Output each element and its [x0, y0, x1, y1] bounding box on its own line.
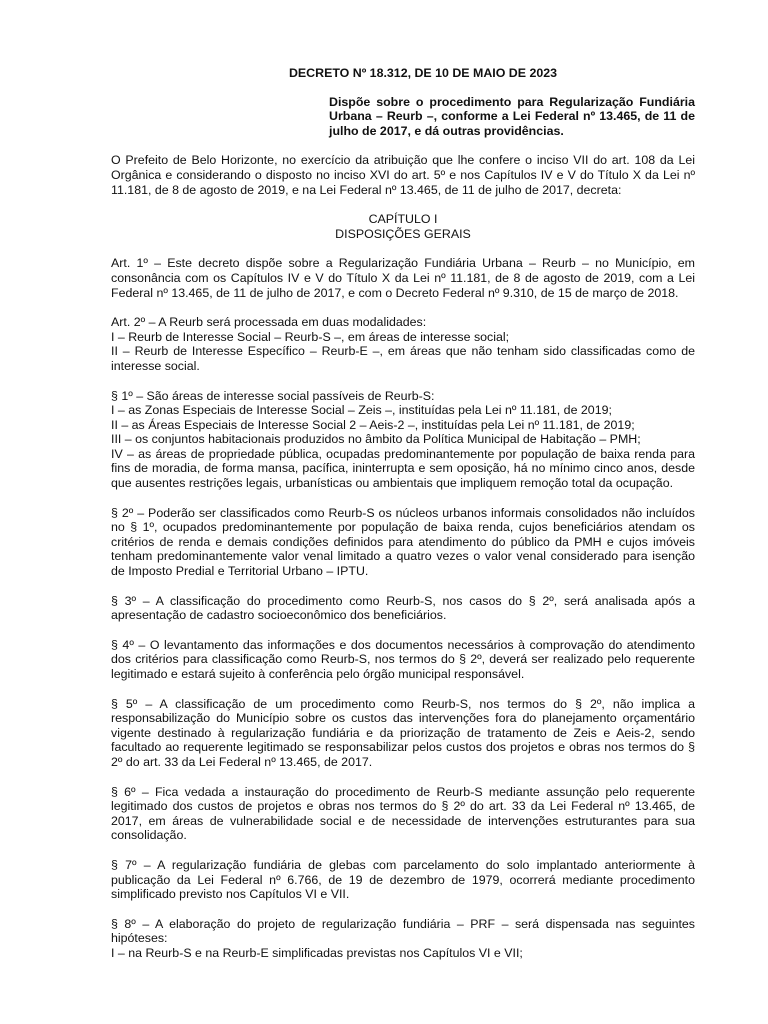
paragraph-1-caput: § 1º – São áreas de interesse social passíveis de Reurb-S: [111, 388, 435, 403]
article-2 [111, 315, 695, 373]
article-1: Art. 1º – Este decreto dispõe sobre a Regularização Fundiária Urbana – Reurb – no Município, em consonância com os Capítulos IV e V do Título X da Lei nº 11.181, de 8 de agosto de 2019, com a Lei Federal nº 13.465, de 11 de julho de 2017, e com o Decreto Federal nº 9.310, de 15 de março de 2018. [111, 256, 695, 300]
article-2-item-ii: II – Reurb de Interesse Específico – Reurb-E –, em áreas que não tenham sido classificadas como de interesse social. [111, 344, 695, 373]
paragraph-3: § 3º – A classificação do procedimento como Reurb-S, nos casos do § 2º, será analisada após a apresentação de cadastro socioeconômico dos beneficiários. [111, 593, 695, 623]
paragraph-8 [111, 917, 695, 961]
decree-title: DECRETO Nº 18.312, DE 10 DE MAIO DE 2023 [288, 66, 558, 80]
paragraph-1-item-ii: II – as Áreas Especiais de Interesse Social 2 – Aeis-2 –, instituídas pela Lei nº 11.181, de 2019; [111, 417, 635, 432]
chapter-name: DISPOSIÇÕES GERAIS [335, 226, 471, 241]
paragraph-4: § 4º – O levantamento das informações e dos documentos necessários à comprovação do atendimento dos critérios para classificação como Reurb-S, nos termos do § 2º, deverá ser realizado pelo requerente legitimado e estará sujeito à conferência pelo órgão municipal responsável. [111, 637, 695, 681]
chapter-heading [111, 212, 695, 241]
decree-summary: Dispõe sobre o procedimento para Regularização Fundiária Urbana – Reurb –, conforme a Lei Federal nº 13.465, de 11 de julho de 2017, e dá outras providências. [329, 94, 695, 138]
document-page [111, 66, 695, 976]
article-2-caput: Art. 2º – A Reurb será processada em duas modalidades: [111, 315, 427, 330]
paragraph-1-item-i: I – as Zonas Especiais de Interesse Social – Zeis –, instituídas pela Lei nº 11.181, de 2019; [111, 403, 612, 418]
article-2-item-i: I – Reurb de Interesse Social – Reurb-S –, em áreas de interesse social; [111, 329, 510, 344]
paragraph-2: § 2º – Poderão ser classificados como Reurb-S os núcleos urbanos informais consolidados não incluídos no § 1º, ocupados predominantemente por população de baixa renda, cujos beneficiários atendam os critérios de renda e demais condições definidos para atendimento do público da PMH e cujos imóveis tenham predominantemente valor venal limitado a quatro vezes o valor venal considerado para isenção de Imposto Predial e Territorial Urbano – IPTU. [111, 505, 695, 579]
paragraph-6: § 6º – Fica vedada a instauração do procedimento de Reurb-S mediante assunção pelo requerente legitimado dos custos de projetos e obras nos termos do § 2º do art. 33 da Lei Federal nº 13.465, de 2017, em áreas de vulnerabilidade social e de necessidade de intervenções estruturantes para sua consolidação. [111, 784, 695, 843]
chapter-number: CAPÍTULO I [368, 212, 438, 227]
paragraph-8-caput: § 8º – A elaboração do projeto de regularização fundiária – PRF – será dispensada nas seguintes hipóteses: [111, 916, 695, 946]
paragraph-1-item-iii: III – os conjuntos habitacionais produzidos no âmbito da Política Municipal de Habitação – PMH; [111, 432, 641, 447]
paragraph-7: § 7º – A regularização fundiária de glebas com parcelamento do solo implantado anteriormente à publicação da Lei Federal nº 6.766, de 19 de dezembro de 1979, ocorrerá mediante procedimento simplificado previsto nos Capítulos VI e VII. [111, 857, 695, 902]
paragraph-8-item-i: I – na Reurb-S e na Reurb-E simplificadas previstas nos Capítulos VI e VII; [111, 945, 523, 960]
paragraph-1-item-iv: IV – as áreas de propriedade pública, ocupadas predominantemente por população de baixa renda para fins de moradia, de forma mansa, pacífica, ininterrupta e sem oposição, há no mínimo cinco anos, desde que ausentes restrições legais, urbanísticas ou ambientais que impliquem remoção total da ocupação. [111, 446, 695, 491]
paragraph-5: § 5º – A classificação de um procedimento como Reurb-S, nos termos do § 2º, não implica a responsabilização do Município sobre os custos das intervenções fora do planejamento orçamentário vigente destinado à regularização fundiária e da priorização de tratamento de Zeis e Aeis-2, sendo facultado ao requerente legitimado se responsabilizar pelos custos dos projetos e obras nos termos do § 2º do art. 33 da Lei Federal nº 13.465, de 2017. [111, 696, 695, 769]
preamble: O Prefeito de Belo Horizonte, no exercício da atribuição que lhe confere o inciso VII do art. 108 da Lei Orgânica e considerando o disposto no inciso XVI do art. 5º e nos Capítulos IV e V do Título X da Lei nº 11.181, de 8 de agosto de 2019, e na Lei Federal nº 13.465, de 11 de julho de 2017, decreta: [111, 153, 695, 197]
paragraph-1 [111, 389, 695, 491]
